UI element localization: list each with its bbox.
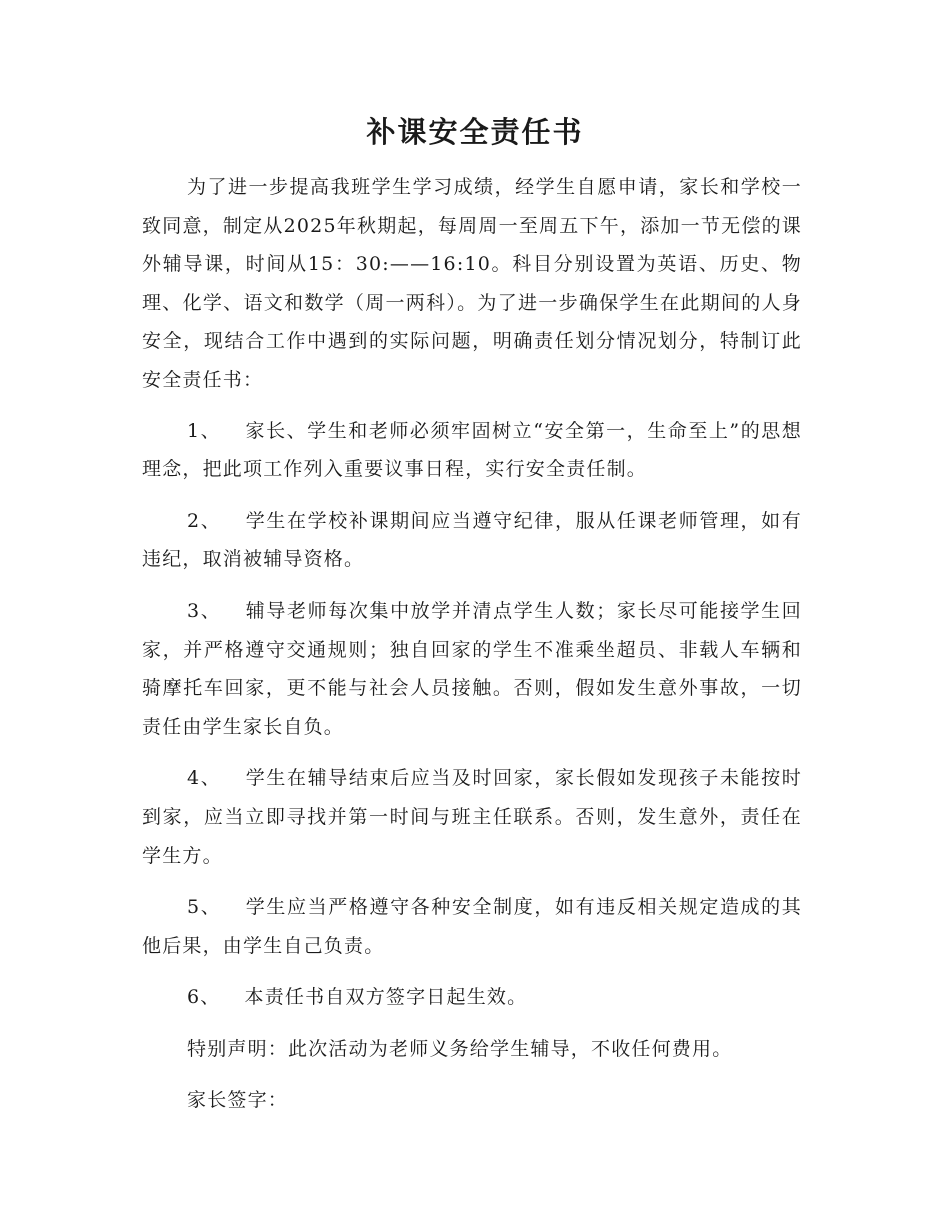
parent-signature-label: 家长签字： xyxy=(187,1089,289,1112)
clause-text: 本责任书自双方签字日起生效。 xyxy=(244,986,528,1009)
intro-paragraph: 为了进一步提高我班学生学习成绩，经学生自愿申请，家长和学校一致同意，制定从2025年秋期起，每周周一至周五下午，添加一节无偿的课外辅导课，时间从15：30:——16:10。科目分别设置为英语、历史、物理、化学、语文和数学（周一两科）。为了进一步确保学生在此期间的人身安全，现结合工作中遇到的实际问题，明确责任划分情况划分，特制订此安全责任书： xyxy=(142,176,802,391)
clause-text: 学生应当严格遵守各种安全制度，如有违反相关规定造成的其他后果，由学生自己负责。 xyxy=(142,896,802,957)
clause-text: 家长、学生和老师必须牢固树立“安全第一，生命至上”的思想理念，把此项工作列入重要议事日程，实行安全责任制。 xyxy=(142,419,802,481)
clause-number: 5、 xyxy=(187,896,222,919)
clause-text: 学生在辅导结束后应当及时回家，家长假如发现孩子未能按时到家，应当立即寻找并第一时间与班主任联系。否则，发生意外，责任在学生方。 xyxy=(142,767,802,867)
clause-6 xyxy=(142,978,802,1017)
clause-4 xyxy=(142,759,802,875)
special-notice: 特别声明：此次活动为老师义务给学生辅导，不收任何费用。 xyxy=(187,1037,733,1060)
clause-1 xyxy=(142,412,802,489)
document-title: 补课安全责任书 xyxy=(366,115,584,149)
document-body xyxy=(142,168,802,1120)
clause-number: 1、 xyxy=(187,419,222,442)
clause-text: 辅导老师每次集中放学并清点学生人数；家长尽可能接学生回家，并严格遵守交通规则；独自回家的学生不准乘坐超员、非载人车辆和骑摩托车回家，更不能与社会人员接触。否则，假如发生意外事故，一切责任由学生家长自负。 xyxy=(142,599,802,738)
clause-number: 3、 xyxy=(187,599,222,622)
clause-3 xyxy=(142,592,802,746)
clause-number: 2、 xyxy=(187,509,222,532)
clause-text: 学生在学校补课期间应当遵守纪律，服从任课老师管理，如有违纪，取消被辅导资格。 xyxy=(142,509,802,571)
clause-number: 6、 xyxy=(187,986,221,1009)
clause-2 xyxy=(142,502,802,579)
clause-number: 4、 xyxy=(187,767,222,790)
clause-5 xyxy=(142,888,802,965)
